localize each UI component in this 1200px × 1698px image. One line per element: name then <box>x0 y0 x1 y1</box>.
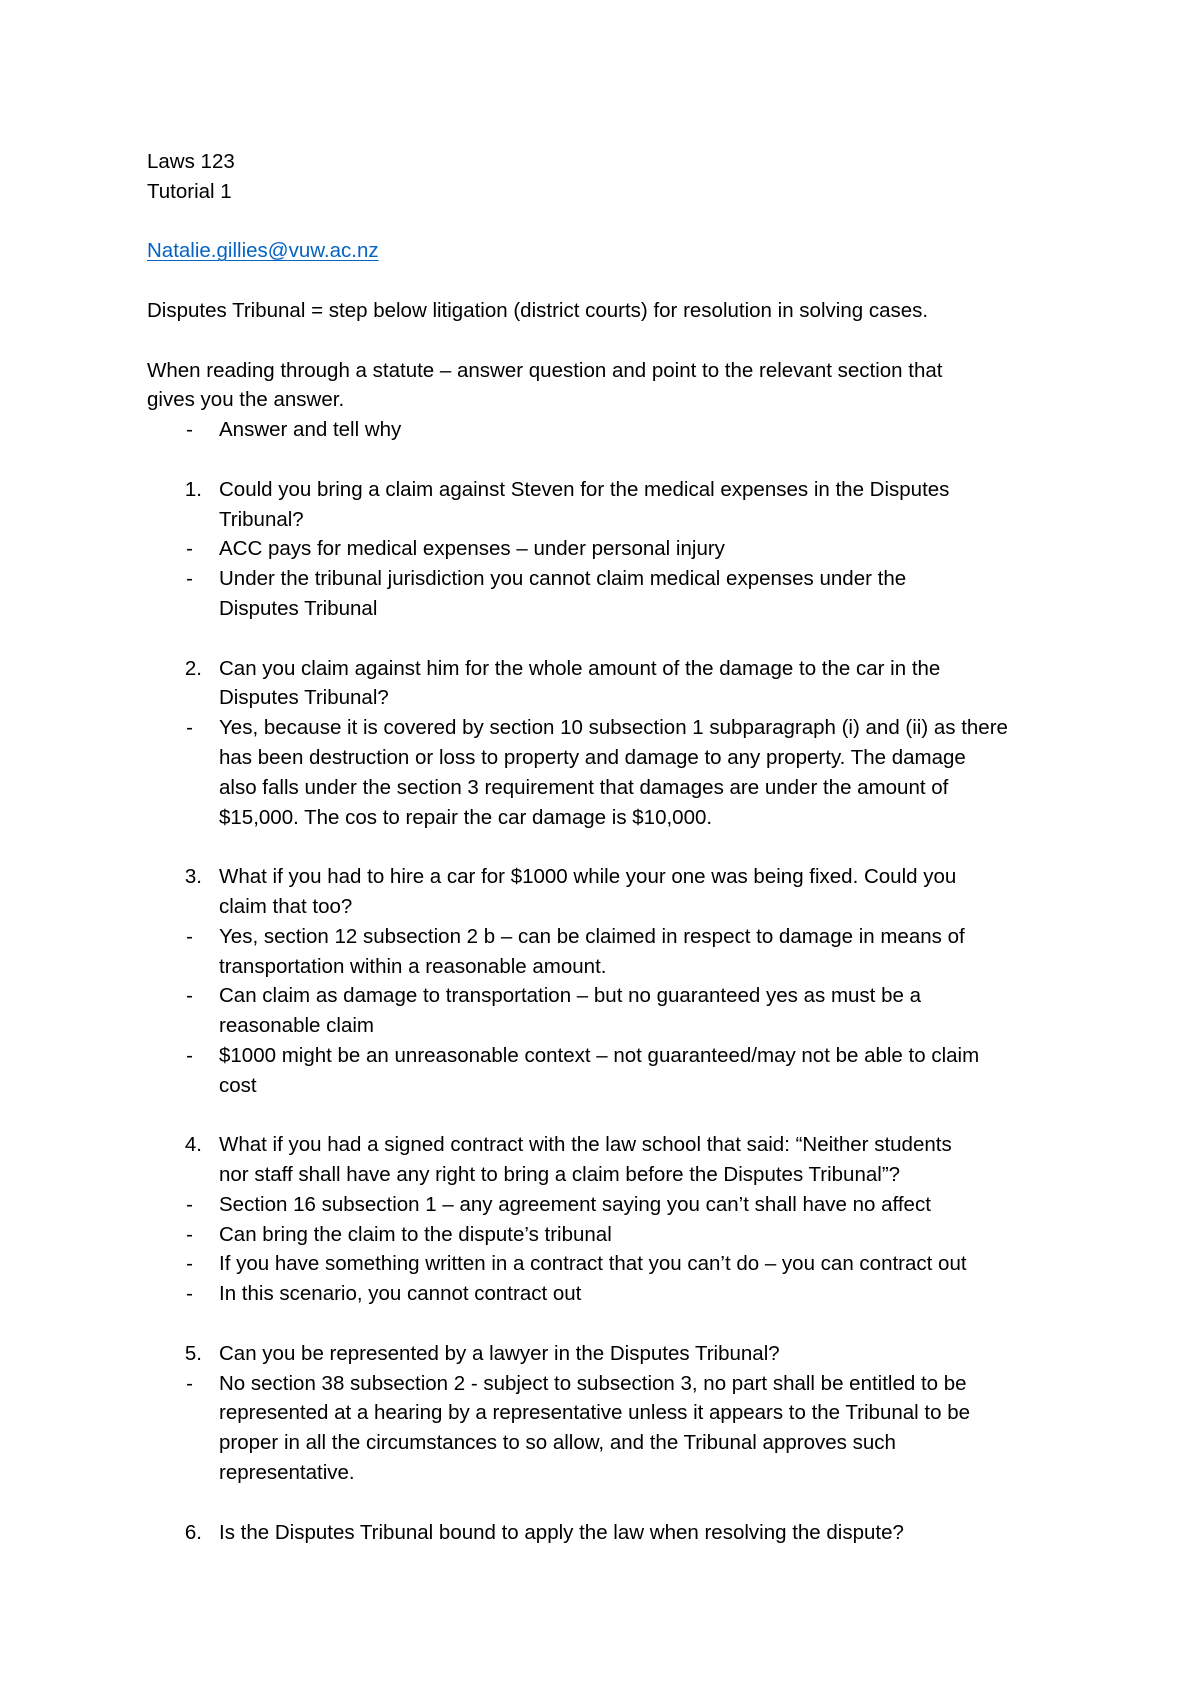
answer-text-line: Section 16 subsection 1 – any agreement saying you can’t shall have no affect <box>219 1192 931 1216</box>
question-number: 6. <box>184 1520 202 1544</box>
question-list <box>147 475 1067 1548</box>
dash-marker: - <box>186 1282 193 1306</box>
answer-text-line: ACC pays for medical expenses – under personal injury <box>219 537 725 561</box>
answer-text-line: In this scenario, you cannot contract out <box>219 1282 582 1306</box>
dash-marker: - <box>186 716 193 740</box>
answer-bullet <box>147 922 1067 982</box>
answer-text-line: represented at a hearing by a representative unless it appears to the Tribunal to be <box>219 1401 971 1425</box>
question-number: 5. <box>184 1341 202 1365</box>
answer-bullet <box>147 1041 1067 1101</box>
answer-text-line: representative. <box>219 1461 355 1485</box>
intro-paragraph-2-line-2: gives you the answer. <box>147 388 345 412</box>
answer-text-line: Under the tribunal jurisdiction you cannot claim medical expenses under the <box>219 567 907 591</box>
question-number: 3. <box>184 865 202 889</box>
answer-text <box>219 713 1067 832</box>
question-number: 1. <box>184 477 202 501</box>
answer-bullet <box>147 1369 1067 1488</box>
question-item <box>147 1339 1067 1369</box>
answer-text <box>219 1369 1067 1488</box>
question-text-line: claim that too? <box>219 894 353 918</box>
dash-marker: - <box>186 1222 193 1246</box>
question-text-line: nor staff shall have any right to bring a claim before the Disputes Tribunal”? <box>219 1163 901 1187</box>
question-text-line: Disputes Tribunal? <box>219 686 389 710</box>
question-text <box>219 862 1067 922</box>
document-body <box>147 147 1067 1547</box>
answer-text <box>219 1249 1067 1279</box>
question-item <box>147 862 1067 922</box>
answer-text <box>219 564 1067 624</box>
answer-text-line: $15,000. The cos to repair the car damage is $10,000. <box>219 805 713 829</box>
question-item <box>147 1518 1067 1548</box>
answer-text-line: Can bring the claim to the dispute’s tribunal <box>219 1222 612 1246</box>
dash-marker: - <box>186 418 193 442</box>
answer-text-line: If you have something written in a contract that you can’t do – you can contract out <box>219 1252 967 1276</box>
answer-text-line: has been destruction or loss to property and damage to any property. The damage <box>219 745 966 769</box>
answer-text <box>219 534 1067 564</box>
answer-text-line: proper in all the circumstances to so allow, and the Tribunal approves such <box>219 1431 896 1455</box>
question-item <box>147 1130 1067 1190</box>
intro-paragraph-1: Disputes Tribunal = step below litigation (district courts) for resolution in solving cases. <box>147 298 929 322</box>
answer-text <box>219 1041 1067 1101</box>
answer-bullet <box>147 981 1067 1041</box>
question-text-line: Can you claim against him for the whole amount of the damage to the car in the <box>219 656 941 680</box>
question-item <box>147 475 1067 535</box>
question-text <box>219 1339 1067 1369</box>
question-item <box>147 654 1067 714</box>
answer-text-line: Yes, because it is covered by section 10 subsection 1 subparagraph (i) and (ii) as there <box>219 716 1008 740</box>
answer-text-line: Disputes Tribunal <box>219 596 378 620</box>
answer-bullet <box>147 1249 1067 1279</box>
question-text <box>219 475 1067 535</box>
question-number: 2. <box>184 656 202 680</box>
answer-text <box>219 1279 1067 1309</box>
answer-bullet <box>147 564 1067 624</box>
answer-bullet <box>147 1279 1067 1309</box>
answer-text-line: cost <box>219 1073 257 1097</box>
question-text-line: Can you be represented by a lawyer in the Disputes Tribunal? <box>219 1341 780 1365</box>
intro-bullet <box>147 415 1067 445</box>
question-text <box>219 654 1067 714</box>
dash-marker: - <box>186 537 193 561</box>
intro-paragraph-2-line-1: When reading through a statute – answer question and point to the relevant section that <box>147 358 943 382</box>
answer-bullet <box>147 1220 1067 1250</box>
dash-marker: - <box>186 924 193 948</box>
answer-text-line: reasonable claim <box>219 1014 374 1038</box>
answer-text-line: No section 38 subsection 2 - subject to subsection 3, no part shall be entitled to be <box>219 1371 967 1395</box>
question-number: 4. <box>184 1133 202 1157</box>
answer-text <box>219 981 1067 1041</box>
tutorial-title: Tutorial 1 <box>147 179 232 203</box>
answer-text-line: transportation within a reasonable amount. <box>219 954 607 978</box>
dash-marker: - <box>186 984 193 1008</box>
answer-text-line: $1000 might be an unreasonable context – not guaranteed/may not be able to claim <box>219 1043 980 1067</box>
answer-text <box>219 1220 1067 1250</box>
answer-bullet <box>147 713 1067 832</box>
course-title: Laws 123 <box>147 150 235 173</box>
answer-text <box>219 1190 1067 1220</box>
question-text-line: Tribunal? <box>219 507 304 531</box>
answer-bullet <box>147 534 1067 564</box>
question-text-line: Is the Disputes Tribunal bound to apply the law when resolving the dispute? <box>219 1520 904 1544</box>
email-link[interactable]: Natalie.gillies@vuw.ac.nz <box>147 239 379 263</box>
dash-marker: - <box>186 1043 193 1067</box>
question-text-line: What if you had a signed contract with the law school that said: “Neither students <box>219 1133 952 1157</box>
question-text-line: Could you bring a claim against Steven for the medical expenses in the Disputes <box>219 477 950 501</box>
answer-text-line: also falls under the section 3 requirement that damages are under the amount of <box>219 775 949 799</box>
question-text <box>219 1518 1067 1548</box>
question-text <box>219 1130 1067 1190</box>
intro-bullet-text: Answer and tell why <box>219 418 402 442</box>
question-text-line: What if you had to hire a car for $1000 while your one was being fixed. Could you <box>219 865 957 889</box>
dash-marker: - <box>186 567 193 591</box>
answer-bullet <box>147 1190 1067 1220</box>
dash-marker: - <box>186 1192 193 1216</box>
dash-marker: - <box>186 1371 193 1395</box>
dash-marker: - <box>186 1252 193 1276</box>
answer-text-line: Can claim as damage to transportation – but no guaranteed yes as must be a <box>219 984 921 1008</box>
answer-text-line: Yes, section 12 subsection 2 b – can be claimed in respect to damage in means of <box>219 924 965 948</box>
answer-text <box>219 922 1067 982</box>
